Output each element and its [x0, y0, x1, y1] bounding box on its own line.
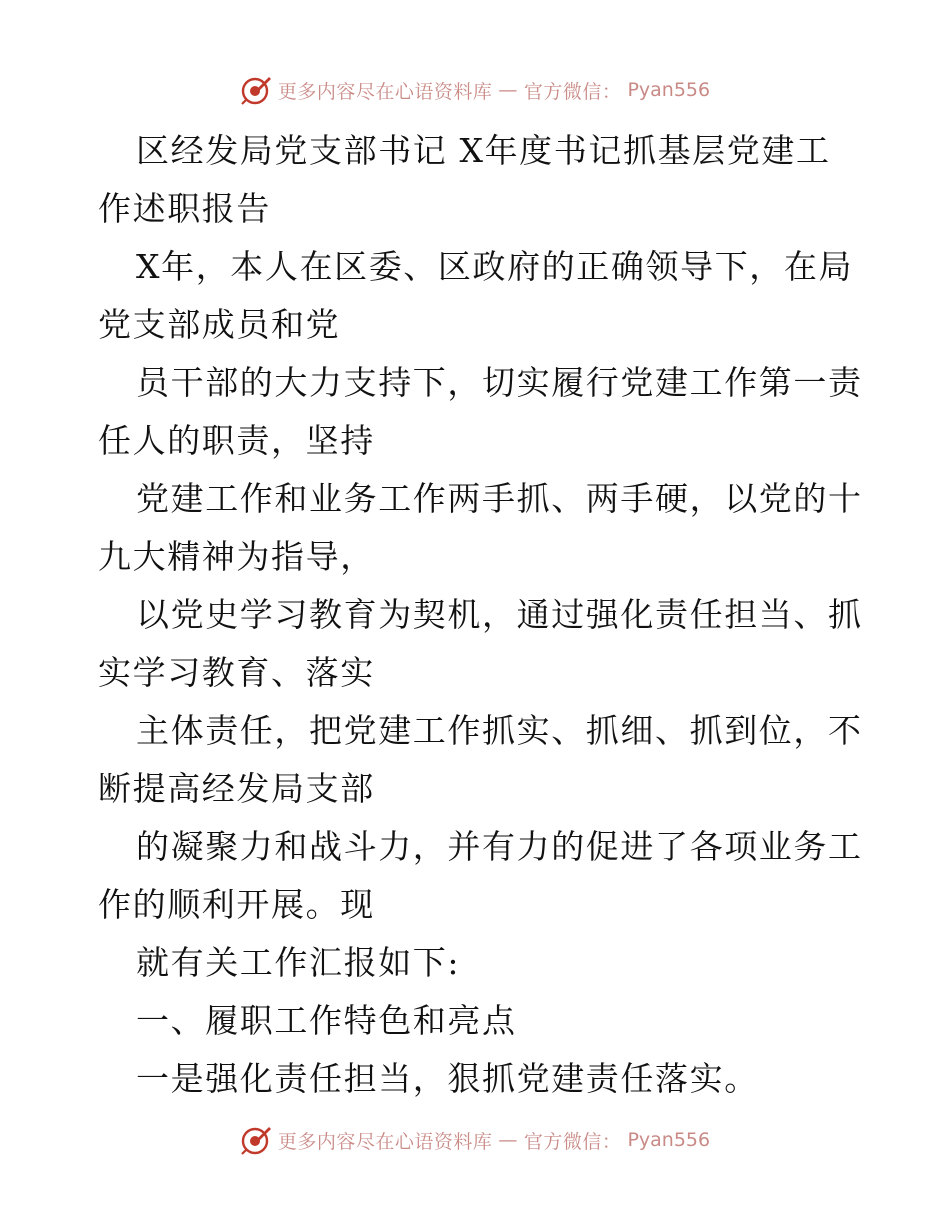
paragraph-line: 作的顺利开展。现: [98, 885, 375, 924]
document-body: [98, 122, 863, 1108]
title-line-2: 作述职报告: [98, 189, 271, 228]
section-heading: 一、履职工作特色和亮点: [136, 1001, 517, 1040]
watermark-contact-label: 官方微信：: [523, 80, 622, 103]
paragraph-line: 员干部的大力支持下，切实履行党建工作第一责: [136, 363, 863, 402]
watermark-dash: —: [498, 1129, 518, 1151]
paragraph-line: 党建工作和业务工作两手抓、两手硬，以党的十: [136, 479, 863, 518]
footer-watermark-banner: [0, 1120, 950, 1160]
watermark-handle: Pyan556: [627, 79, 711, 101]
paragraph-line: 就有关工作汇报如下:: [136, 943, 461, 982]
paragraph-line: 任人的职责，坚持: [98, 421, 375, 460]
watermark-text: 更多内容尽在心语资料库: [277, 80, 493, 103]
paragraph-line: X年，本人在区委、区政府的正确领导下，在局: [136, 247, 854, 286]
title-line-1: 区经发局党支部书记 X年度书记抓基层党建工: [136, 131, 831, 170]
paragraph-line: 主体责任，把党建工作抓实、抓细、抓到位，不: [136, 711, 863, 750]
watermark-contact-label: 官方微信：: [523, 1130, 622, 1153]
paragraph-line: 以党史学习教育为契机，通过强化责任担当、抓: [136, 595, 863, 634]
logo-icon: [240, 1124, 272, 1156]
subsection-heading: 一是强化责任担当，狠抓党建责任落实。: [136, 1059, 759, 1098]
watermark-handle: Pyan556: [627, 1129, 711, 1151]
paragraph-line: 九大精神为指导，: [98, 537, 375, 576]
paragraph-line: 断提高经发局支部: [98, 769, 375, 808]
watermark-dash: —: [498, 79, 518, 101]
paragraph-line: 党支部成员和党: [98, 305, 341, 344]
header-watermark-banner: [0, 70, 950, 110]
watermark-text: 更多内容尽在心语资料库: [277, 1130, 493, 1153]
paragraph-line: 实学习教育、落实: [98, 653, 375, 692]
logo-icon: [240, 74, 272, 106]
paragraph-line: 的凝聚力和战斗力，并有力的促进了各项业务工: [136, 827, 863, 866]
